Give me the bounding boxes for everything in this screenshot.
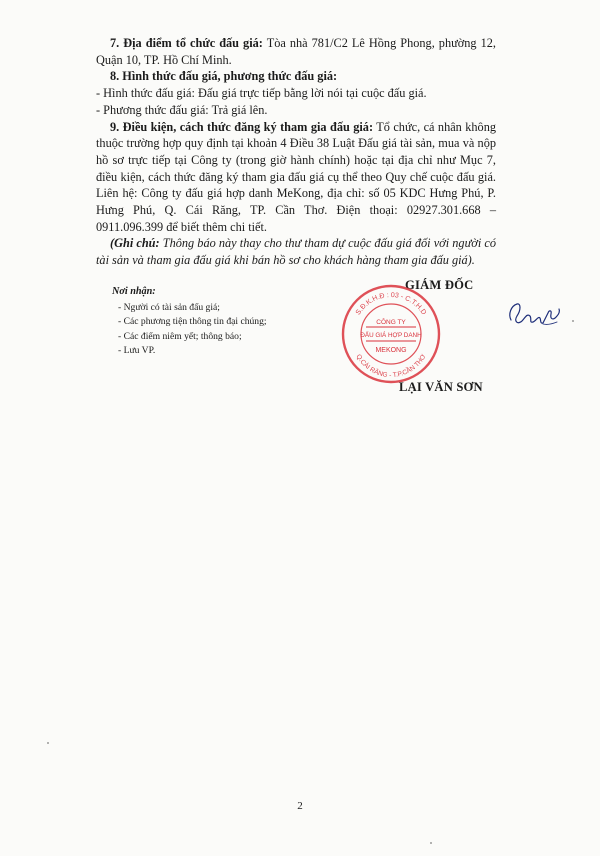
note-text: Thông báo này thay cho thư tham dự cuộc đấu giá đối với người có tài sản và tham gia đấu giá khi bán hồ sơ cho khách hàng tham gia đấu giá).: [96, 236, 496, 268]
section-9: [96, 119, 496, 236]
signer-title: GIÁM ĐỐC: [405, 278, 474, 292]
section-8-item-form: - Hình thức đấu giá: Đấu giá trực tiếp bằng lời nói tại cuộc đấu giá.: [96, 86, 427, 101]
signer-name: LẠI VĂN SƠN: [399, 380, 483, 394]
section-9-text: Tổ chức, cá nhân không thuộc trường hợp quy định tại khoản 4 Điều 38 Luật Đấu giá tài sản, mua và nộp hồ sơ trực tiếp tại Công ty (trong giờ hành chính) hoặc tại địa chỉ như Mục 7, điều kiện, cách thức đăng ký tham gia đấu giá cụ thể theo Quy chế cuộc đấu giá. Liên hệ: Công ty đấu giá hợp danh MeKong, địa chỉ: số 05 KDC Hưng Phú, P. Hưng Phú, Q. Cái Răng, TP. Cần Thơ. Điện thoại: 02927.301.668 – 0911.096.399 để biết thêm chi tiết.: [96, 119, 496, 234]
section-7-text: Tòa nhà 781/C2 Lê Hồng Phong, phường 12, Quận 10, TP. Hồ Chí Minh.: [96, 36, 496, 67]
section-7-heading: 7. Địa điểm tổ chức đấu giá:: [110, 36, 263, 50]
recipient-item: - Lưu VP.: [118, 345, 156, 357]
section-8-heading-text: 8. Hình thức đấu giá, phương thức đấu giá:: [110, 69, 338, 84]
stamp-ring-top-text: S.Đ.K.H.Đ : 03 - C.T.H.D: [354, 291, 428, 317]
note-paragraph: [96, 235, 496, 268]
page-number: 2: [297, 800, 303, 812]
section-8-item-method: - Phương thức đấu giá: Trả giá lên.: [96, 102, 268, 117]
section-7: [96, 35, 496, 68]
recipient-item: - Người có tài sản đấu giá;: [118, 301, 220, 313]
section-9-heading: 9. Điều kiện, cách thức đăng ký tham gia đấu giá:: [110, 119, 374, 134]
stamp-line-1: CÔNG TY: [376, 319, 406, 326]
stamp-line-2: ĐẤU GIÁ HỢP DANH: [360, 332, 422, 339]
stamp-line-3: MEKONG: [375, 347, 407, 354]
section-8-heading: [96, 68, 496, 85]
recipients-block: [112, 285, 332, 359]
document-body: [96, 35, 496, 269]
company-seal-stamp: [340, 283, 442, 385]
scan-speck: [47, 742, 49, 744]
scan-speck: [572, 320, 574, 322]
recipient-item: - Các phương tiện thông tin đại chúng;: [118, 316, 267, 328]
scan-speck: [430, 842, 432, 844]
handwritten-signature: [505, 294, 563, 334]
recipient-item: - Các điểm niêm yết; thông báo;: [118, 330, 242, 342]
note-label: (Ghi chú:: [110, 236, 160, 251]
recipients-list: [112, 301, 332, 359]
recipients-title: Nơi nhận:: [112, 286, 156, 297]
stamp-ring-bottom-text: Q.CÁI RĂNG - T.P.CẦN THƠ: [354, 353, 428, 380]
